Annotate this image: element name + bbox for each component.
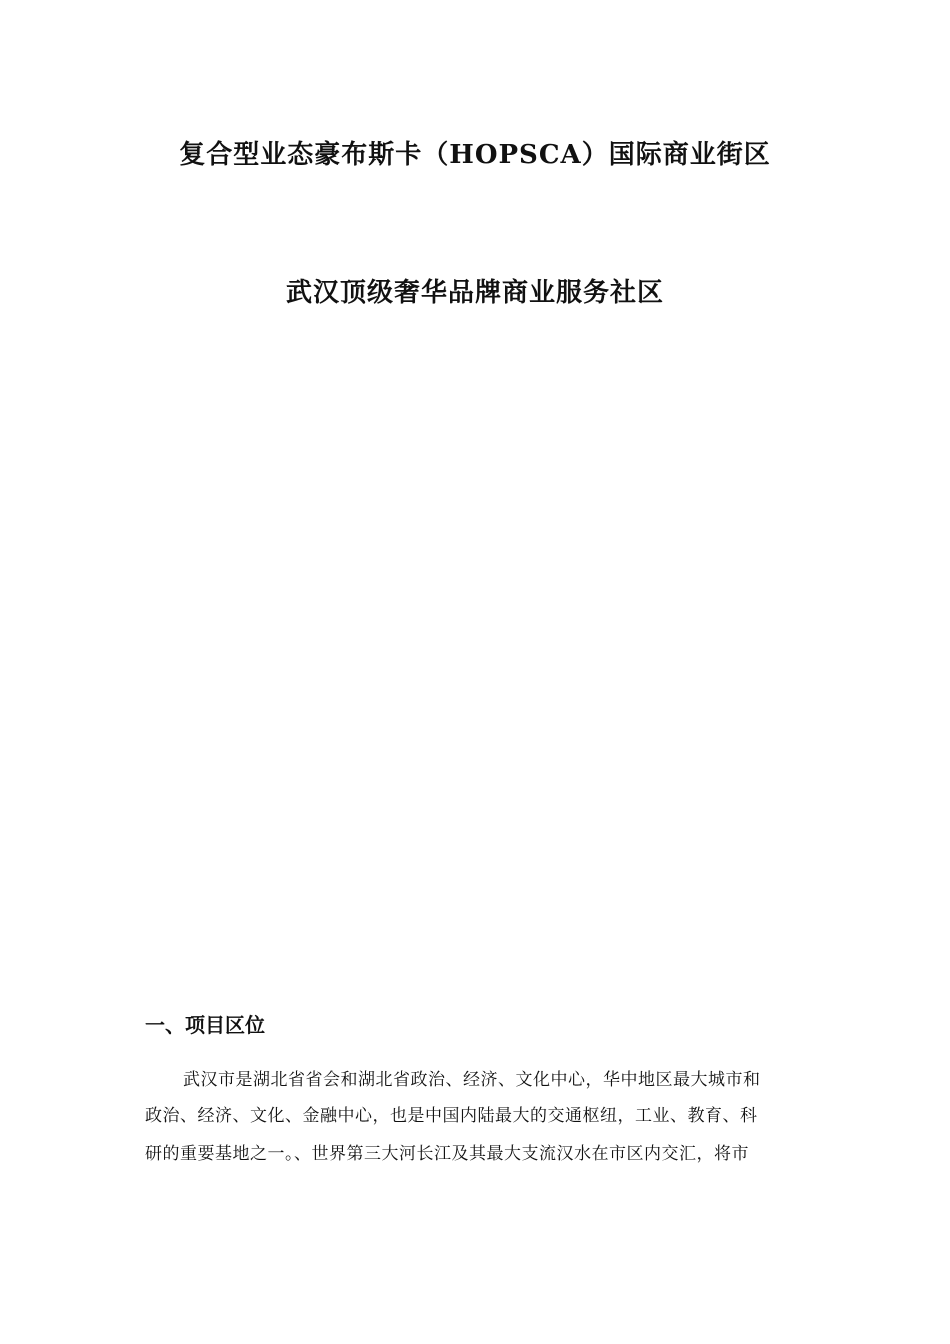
paragraph-line: 研的重要基地之一。、世界第三大河长江及其最大支流汉水在市区内交汇，将市: [145, 1144, 749, 1164]
document-title: 复合型业态豪布斯卡（HOPSCA）国际商业街区: [179, 140, 771, 170]
paragraph-line: 武汉市是湖北省省会和湖北省政治、经济、文化中心，华中地区最大城市和: [183, 1070, 761, 1090]
paragraph-line: 政治、经济、文化、金融中心，也是中国内陆最大的交通枢纽，工业、教育、科: [145, 1106, 758, 1126]
section-heading: 一、项目区位: [145, 1013, 265, 1037]
document-subtitle: 武汉顶级奢华品牌商业服务社区: [285, 278, 664, 308]
